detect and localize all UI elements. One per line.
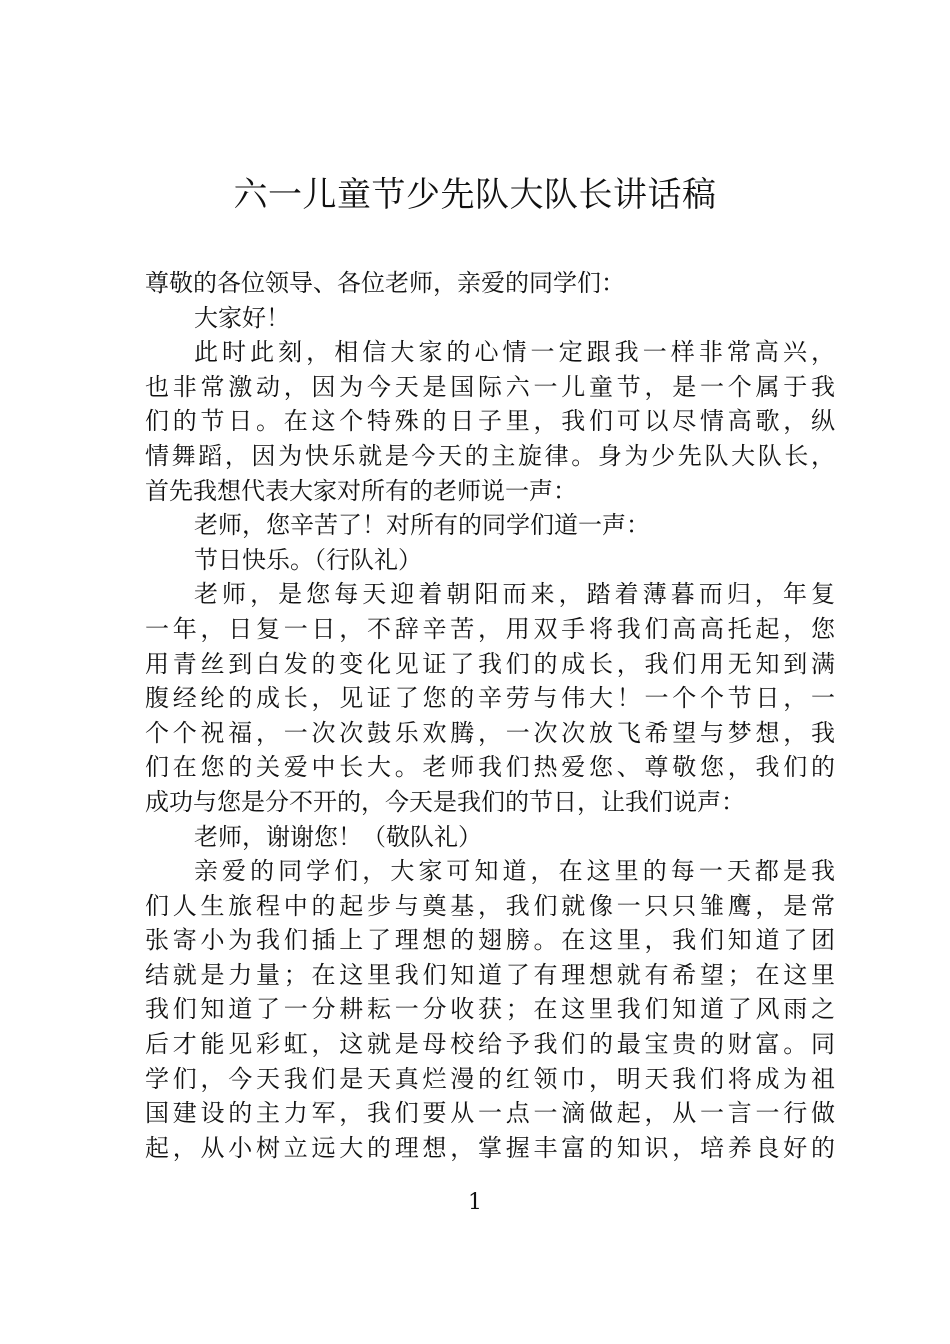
body-line: 一年，日复一日，不辞辛苦，用双手将我们高高托起，您 <box>145 614 835 643</box>
body-line: 用青丝到白发的变化见证了我们的成长，我们用无知到满 <box>145 649 835 678</box>
body-line: 老师，您辛苦了！对所有的同学们道一声： <box>194 511 650 540</box>
page-number: 1 <box>468 1190 482 1215</box>
body-line: 此时此刻，相信大家的心情一定跟我一样非常高兴， <box>194 338 835 367</box>
body-line: 也非常激动，因为今天是国际六一儿童节，是一个属于我 <box>145 372 835 401</box>
body-line: 个个祝福，一次次鼓乐欢腾，一次次放飞希望与梦想，我 <box>145 718 835 747</box>
body-line: 腹经纶的成长，见证了您的辛劳与伟大！一个个节日，一 <box>145 684 835 713</box>
body-line: 们在您的关爱中长大。老师我们热爱您、尊敬您，我们的 <box>145 753 835 782</box>
body-line: 后才能见彩虹，这就是母校给予我们的最宝贵的财富。同 <box>145 1030 835 1059</box>
body-line: 老师，是您每天迎着朝阳而来，踏着薄暮而归，年复 <box>194 580 835 609</box>
body-line: 张寄小为我们插上了理想的翅膀。在这里，我们知道了团 <box>145 926 835 955</box>
body-line: 我们知道了一分耕耘一分收获；在这里我们知道了风雨之 <box>145 995 835 1024</box>
body-line: 国建设的主力军，我们要从一点一滴做起，从一言一行做 <box>145 1099 835 1128</box>
body-line: 首先我想代表大家对所有的老师说一声： <box>145 476 577 505</box>
body-line: 情舞蹈，因为快乐就是今天的主旋律。身为少先队大队长， <box>145 441 835 470</box>
document-body <box>145 266 835 1165</box>
body-line: 亲爱的同学们，大家可知道，在这里的每一天都是我 <box>194 857 835 886</box>
body-line: 节日快乐。（行队礼） <box>194 545 422 574</box>
body-line: 学们，今天我们是天真烂漫的红领巾，明天我们将成为祖 <box>145 1064 835 1093</box>
body-line: 起，从小树立远大的理想，掌握丰富的知识，培养良好的 <box>145 1133 835 1162</box>
greeting-line: 大家好！ <box>194 303 290 332</box>
document-title: 六一儿童节少先队大队长讲话稿 <box>233 175 717 215</box>
salutation-line: 尊敬的各位领导、各位老师，亲爱的同学们： <box>145 269 625 297</box>
body-line: 们的节日。在这个特殊的日子里，我们可以尽情高歌，纵 <box>145 407 835 436</box>
body-line: 结就是力量；在这里我们知道了有理想就有希望；在这里 <box>145 960 835 989</box>
body-line: 们人生旅程中的起步与奠基，我们就像一只只雏鹰，是常 <box>145 891 835 920</box>
body-line: 老师，谢谢您！（敬队礼） <box>194 822 482 851</box>
body-line: 成功与您是分不开的，今天是我们的节日，让我们说声： <box>145 787 745 816</box>
